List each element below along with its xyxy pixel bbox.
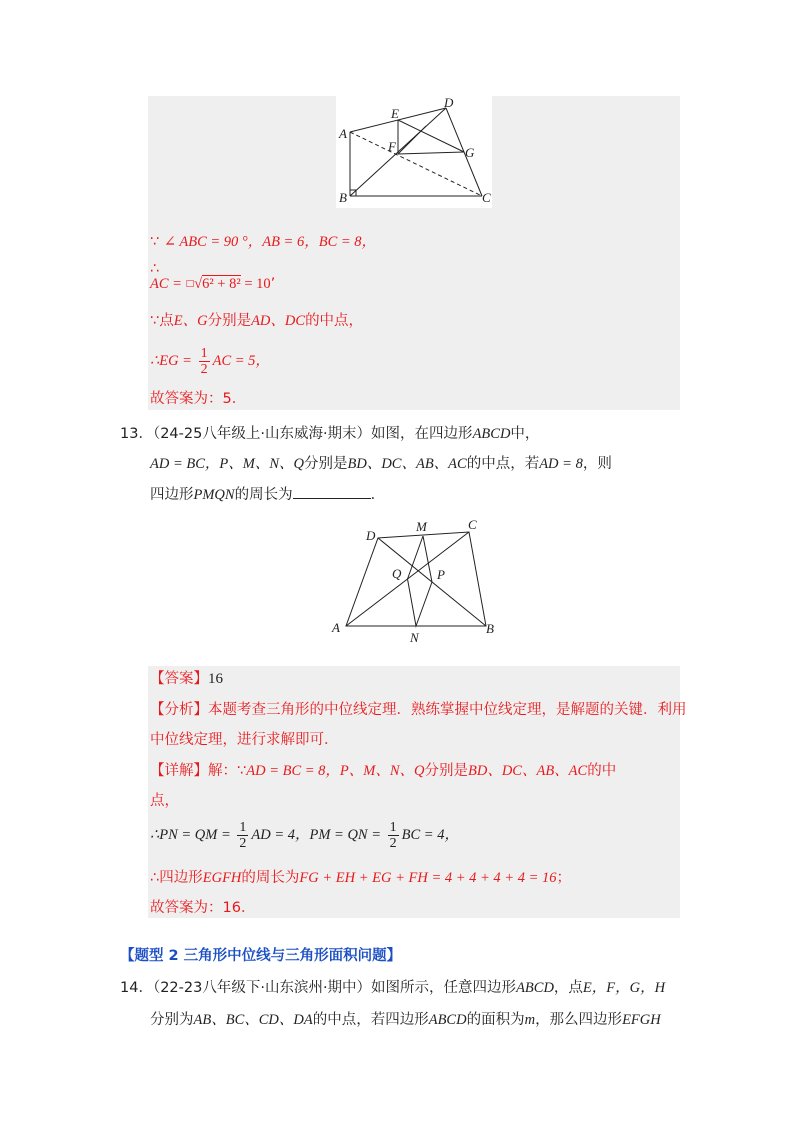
step1-fraction-2 bbox=[388, 820, 399, 851]
figure-12 bbox=[336, 96, 492, 208]
step1-end: BC = 4， bbox=[401, 827, 459, 843]
q14-text-area: 的面积为 bbox=[466, 1012, 525, 1028]
answer-tag: 【答案】 bbox=[150, 671, 208, 687]
fig12-label-F: F bbox=[388, 139, 396, 154]
q14-text-then: ，那么四边形 bbox=[535, 1012, 623, 1028]
sol12-line3 bbox=[150, 311, 363, 331]
fig13-label-P: P bbox=[437, 567, 445, 582]
radicand: 6² + 8² bbox=[202, 276, 241, 292]
analysis-tag: 【分析】 bbox=[150, 702, 208, 718]
q13-given: AD = BC，P、M、N、Q bbox=[150, 456, 304, 472]
step2-text-quad: ∴四边形 bbox=[150, 870, 203, 886]
fraction-half bbox=[199, 346, 210, 377]
figure-13 bbox=[326, 516, 506, 648]
eg-lhs: ∴EG = bbox=[150, 353, 196, 369]
q13-text-then: ，则 bbox=[582, 456, 612, 472]
section-heading bbox=[120, 946, 401, 966]
q14-source: （22-23八年级下·山东滨州·期中）如图所示，任意四边形 bbox=[152, 980, 517, 996]
q14-text-point: ，点 bbox=[553, 980, 583, 996]
because-symbol: ∵ bbox=[150, 234, 160, 250]
q14-efgh: EFGH bbox=[622, 1012, 661, 1028]
detail-segments: BD、DC、AB、AC bbox=[468, 763, 588, 779]
section-title: 【题型 2 三角形中位线与三角形面积问题】 bbox=[120, 948, 402, 964]
fig13-label-A: A bbox=[332, 620, 340, 635]
text-because-points: ∵点 bbox=[150, 313, 174, 329]
angle-abc: ∠ ABC bbox=[163, 234, 207, 250]
points-eg: E、G bbox=[173, 313, 208, 329]
missing-glyph-box: □ bbox=[185, 279, 195, 289]
final-answer-13: 故答案为：16． bbox=[150, 900, 256, 916]
q13-line3 bbox=[150, 484, 385, 505]
step2-text-perimeter: 的周长为 bbox=[241, 870, 300, 886]
q13-segments: BD、DC、AB、AC bbox=[347, 456, 467, 472]
ac-result: = 10 bbox=[240, 276, 271, 292]
fig13-label-Q: Q bbox=[392, 566, 402, 581]
segments-ad-dc: AD、DC bbox=[251, 313, 306, 329]
frac-num: 1 bbox=[200, 345, 208, 361]
fig13-label-C: C bbox=[468, 517, 477, 532]
fig12-label-G: G bbox=[465, 145, 475, 160]
q13-text-midpoints: 的中点，若 bbox=[466, 456, 540, 472]
sol12-line2: AC = □√6² + 8² = 10’ bbox=[150, 276, 276, 292]
given-values: = 90 °，AB = 6，BC = 8， bbox=[206, 234, 377, 250]
q13-detail-1 bbox=[150, 761, 616, 781]
sol12-line1 bbox=[150, 232, 376, 252]
therefore-symbol: ∴ bbox=[150, 261, 160, 277]
frac2-den: 2 bbox=[389, 835, 397, 851]
q13-text-are: 分别是 bbox=[303, 456, 348, 472]
frac1-den: 2 bbox=[239, 835, 247, 851]
sol12-line4 bbox=[150, 344, 270, 378]
q14-number: 14． bbox=[120, 980, 153, 996]
q13-answer bbox=[150, 669, 223, 689]
detail-text-are: 分别是 bbox=[424, 763, 468, 779]
q13-text-perimeter: 的周长为 bbox=[234, 487, 293, 503]
frac1-num: 1 bbox=[239, 819, 247, 835]
fig12-label-B: B bbox=[339, 190, 347, 205]
fig12-label-D: D bbox=[444, 96, 454, 110]
q14-text-midpoint: 的中点，若四边形 bbox=[312, 1012, 429, 1028]
fig12-label-E: E bbox=[391, 106, 399, 121]
q13-step2 bbox=[150, 868, 571, 888]
q13-ad-value: AD = 8 bbox=[539, 456, 583, 472]
q13-line1 bbox=[120, 424, 539, 444]
fig13-label-M: M bbox=[416, 519, 427, 534]
detail-text-mid: 的中 bbox=[587, 763, 617, 779]
q13-line2 bbox=[150, 454, 612, 474]
step1-mid: AD = 4，PM = QN = bbox=[251, 827, 385, 843]
sol12-answer bbox=[150, 389, 246, 409]
fig13-label-D: D bbox=[366, 528, 376, 543]
frac-den: 2 bbox=[200, 361, 208, 377]
q14-abcd: ABCD bbox=[428, 1012, 467, 1028]
detail-text-point: 点， bbox=[150, 793, 179, 809]
q14-m: m bbox=[524, 1012, 536, 1028]
q13-step1 bbox=[150, 818, 459, 852]
q13-analysis-1 bbox=[150, 700, 687, 720]
text-midpoints: 的中点， bbox=[305, 313, 364, 329]
q14-segments: AB、BC、CD、DA bbox=[193, 1012, 313, 1028]
fig12-label-A: A bbox=[339, 126, 347, 141]
fig12-label-C: C bbox=[482, 190, 491, 205]
q14-points: E，F，G，H bbox=[582, 980, 666, 996]
q13-detail-2 bbox=[150, 791, 179, 811]
eg-result: AC = 5， bbox=[212, 353, 270, 369]
step2-efgh: EGFH bbox=[202, 870, 242, 886]
q13-source: （24-25八年级上·山东威海·期末）如图，在四边形 bbox=[152, 426, 473, 442]
q14-line1 bbox=[120, 978, 665, 998]
ac-lhs: AC = bbox=[150, 276, 186, 292]
step2-semicolon: ； bbox=[556, 870, 571, 886]
step2-equation: FG + EH + EG + FH = 4 + 4 + 4 + 4 = 16 bbox=[299, 870, 557, 886]
q14-line2 bbox=[150, 1010, 661, 1030]
q13-analysis-2 bbox=[150, 730, 339, 750]
fig13-label-N: N bbox=[410, 630, 419, 645]
q14-text-are: 分别为 bbox=[150, 1012, 194, 1028]
detail-because: 解：∵ bbox=[208, 763, 247, 779]
answer-12: 故答案为：5． bbox=[150, 391, 247, 407]
q13-pmqn: PMQN bbox=[193, 487, 235, 503]
q13-period: ． bbox=[370, 487, 386, 503]
q14-quad: ABCD bbox=[516, 980, 554, 996]
analysis-text-1: 本题考查三角形的中位线定理．熟练掌握中位线定理，是解题的关键．利用 bbox=[208, 702, 687, 718]
q13-quad: ABCD bbox=[472, 426, 511, 442]
q13-text-quad: 四边形 bbox=[150, 487, 194, 503]
frac2-num: 1 bbox=[389, 819, 397, 835]
step1-fraction-1 bbox=[237, 820, 248, 851]
q13-mid: 中， bbox=[510, 426, 540, 442]
step1-lhs: ∴PN = QM = bbox=[150, 827, 235, 843]
answer-blank bbox=[293, 484, 371, 499]
trailing-mark: ’ bbox=[270, 276, 276, 292]
fig13-label-B: B bbox=[486, 621, 494, 636]
detail-tag: 【详解】 bbox=[150, 763, 208, 779]
answer-value: 16 bbox=[208, 671, 223, 687]
detail-given: AD = BC = 8，P、M、N、Q bbox=[246, 763, 425, 779]
q13-number: 13． bbox=[120, 426, 153, 442]
q13-final bbox=[150, 898, 255, 918]
analysis-text-2: 中位线定理，进行求解即可． bbox=[150, 732, 339, 748]
text-are: 分别是 bbox=[207, 313, 252, 329]
